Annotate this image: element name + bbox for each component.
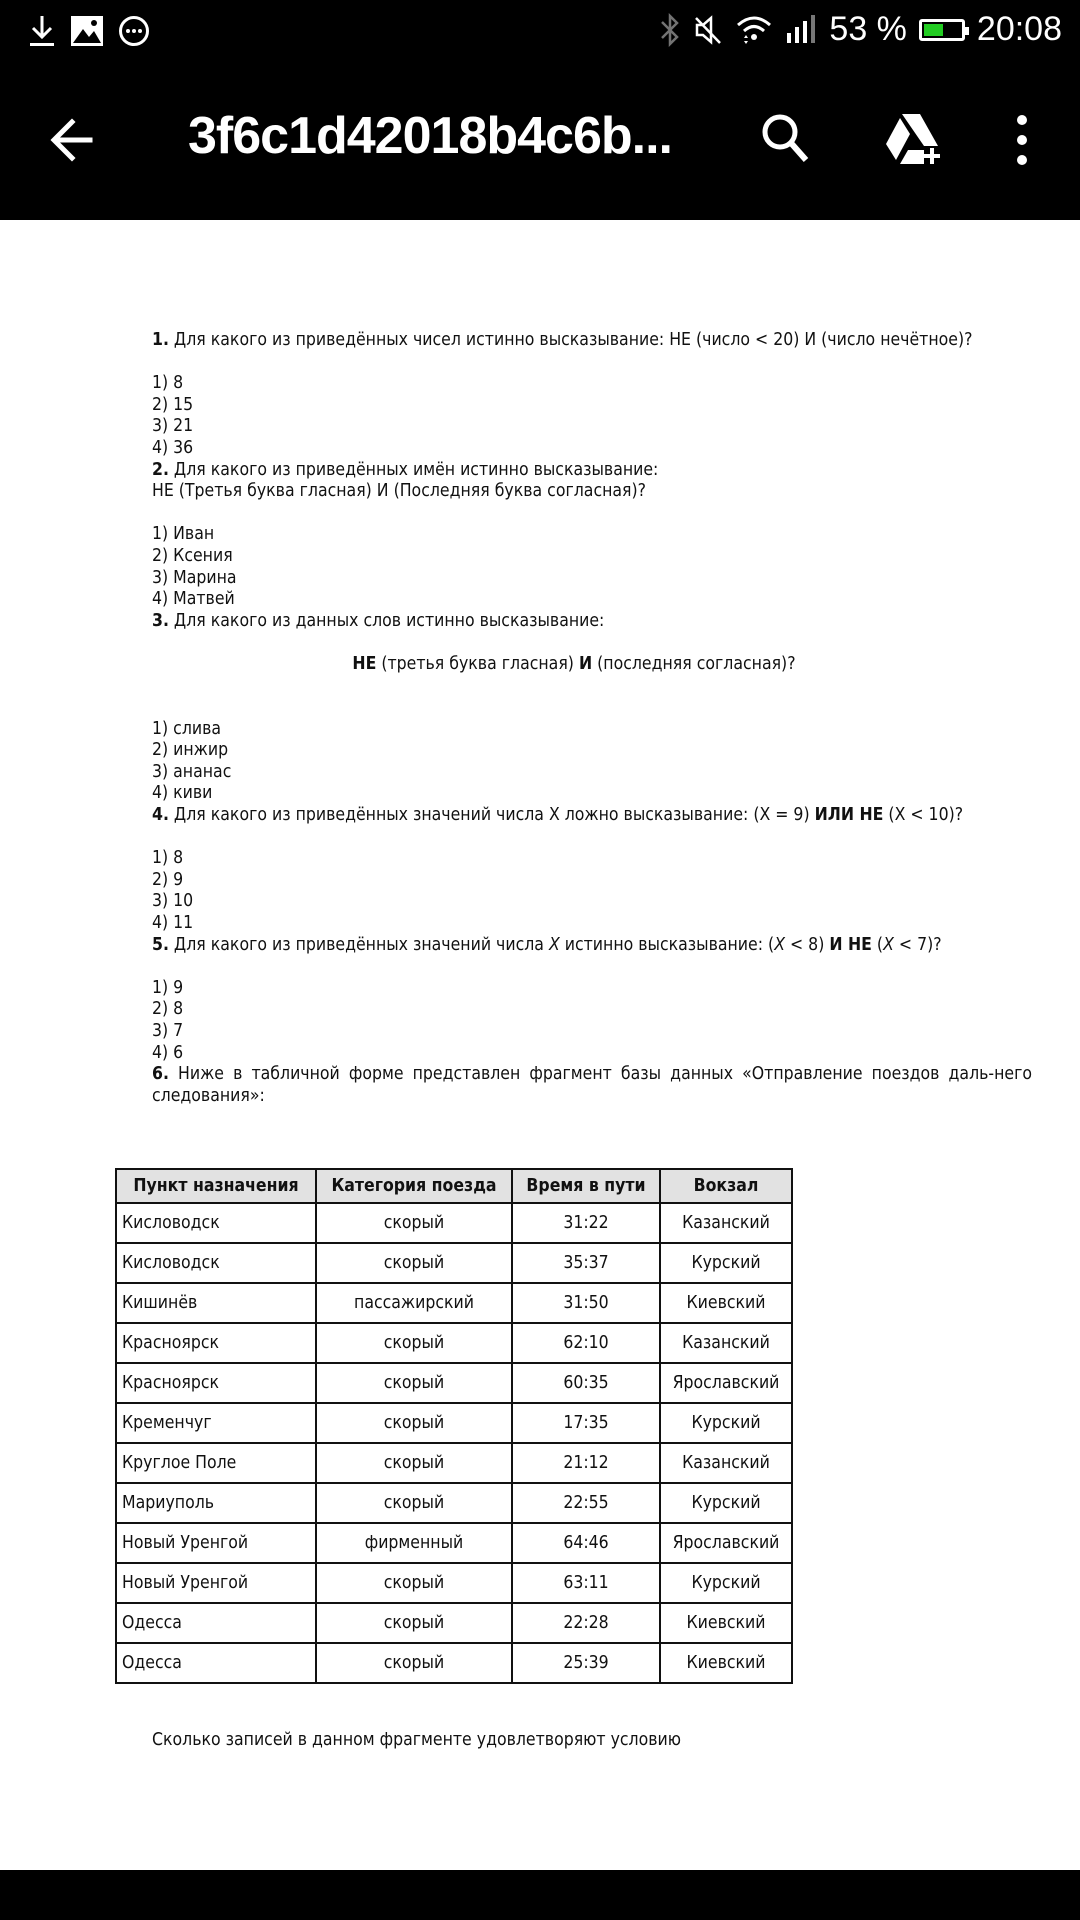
table-row <box>116 1283 792 1323</box>
question-1 <box>116 330 1032 352</box>
question-number: 5. <box>152 934 169 955</box>
battery-fill <box>924 24 943 36</box>
operator: И НЕ <box>829 934 872 955</box>
cell-destination: Одесса <box>116 1643 316 1683</box>
q5-text-a: Для какого из приведённых значений числа <box>168 934 549 955</box>
cell-station: Курский <box>660 1403 792 1443</box>
download-icon <box>28 14 56 48</box>
option: 2) инжир <box>152 740 229 761</box>
question-number: 1. <box>152 330 169 350</box>
table-row <box>116 1523 792 1563</box>
q5-text-b: истинно высказывание: ( <box>559 934 775 955</box>
cell-travel-time: 62:10 <box>512 1323 660 1363</box>
cell-travel-time: 60:35 <box>512 1363 660 1403</box>
question-text: Для какого из данных слов истинно высказывание: <box>168 610 605 631</box>
option: 2) 9 <box>152 869 184 890</box>
status-left-icons <box>28 14 150 48</box>
cell-category: скорый <box>316 1443 512 1483</box>
q5-text-e: < 7)? <box>893 934 942 955</box>
question-3-condition <box>116 654 1032 676</box>
more-vert-icon[interactable] <box>1000 108 1044 172</box>
table-row <box>116 1443 792 1483</box>
cell-category: пассажирский <box>316 1283 512 1323</box>
cell-travel-time: 63:11 <box>512 1563 660 1603</box>
option: 4) 36 <box>152 437 194 458</box>
cond-mid: (третья буква гласная) <box>376 653 579 674</box>
table-row <box>116 1643 792 1683</box>
cell-destination: Красноярск <box>116 1323 316 1363</box>
table-row <box>116 1483 792 1523</box>
cell-station: Казанский <box>660 1203 792 1243</box>
cell-station: Ярославский <box>660 1363 792 1403</box>
arrow-left-icon[interactable] <box>44 110 104 170</box>
question-3 <box>116 611 1032 633</box>
table-row <box>116 1323 792 1363</box>
cell-category: скорый <box>316 1403 512 1443</box>
option: 4) 11 <box>152 913 194 934</box>
cell-station: Киевский <box>660 1643 792 1683</box>
option: 1) 9 <box>152 977 184 998</box>
question-number: 4. <box>152 805 169 826</box>
option: 4) киви <box>152 783 213 804</box>
document-page <box>116 330 1032 1107</box>
cell-station: Курский <box>660 1483 792 1523</box>
cell-category: скорый <box>316 1243 512 1283</box>
question-2 <box>116 460 1032 482</box>
option: 3) 10 <box>152 891 194 912</box>
cell-destination: Одесса <box>116 1603 316 1643</box>
cell-category: скорый <box>316 1603 512 1643</box>
cell-destination: Круглое Поле <box>116 1443 316 1483</box>
cond-and: И <box>578 653 593 674</box>
q3-options <box>116 719 1032 805</box>
battery-icon <box>919 19 965 41</box>
q5-var: X <box>548 934 560 955</box>
option: 2) 8 <box>152 999 184 1020</box>
question-6 <box>116 1064 1032 1107</box>
option: 4) 6 <box>152 1042 184 1063</box>
option: 1) Иван <box>152 524 215 545</box>
table-row <box>116 1243 792 1283</box>
q4-options <box>116 848 1032 934</box>
battery-percent: 53 % <box>829 10 907 48</box>
train-departures-table <box>115 1168 793 1684</box>
option: 3) 7 <box>152 1021 184 1041</box>
table-row <box>116 1203 792 1243</box>
cell-category: скорый <box>316 1483 512 1523</box>
table-header-row <box>116 1169 792 1203</box>
option: 2) Ксения <box>152 545 233 566</box>
navigation-bar <box>0 1870 1080 1920</box>
cell-travel-time: 64:46 <box>512 1523 660 1563</box>
cell-destination: Новый Уренгой <box>116 1563 316 1603</box>
cell-travel-time: 31:50 <box>512 1283 660 1323</box>
q5-text-c: < 8) <box>784 934 830 955</box>
column-header: Вокзал <box>660 1169 792 1203</box>
option: 1) 8 <box>152 373 184 394</box>
table-row <box>116 1403 792 1443</box>
bluetooth-icon <box>659 13 681 47</box>
option: 3) Марина <box>152 567 237 588</box>
option: 4) Матвей <box>152 589 235 610</box>
search-icon[interactable] <box>754 108 818 172</box>
cell-destination: Красноярск <box>116 1363 316 1403</box>
mute-icon <box>693 13 723 47</box>
cell-destination: Новый Уренгой <box>116 1523 316 1563</box>
cell-station: Казанский <box>660 1323 792 1363</box>
cond-not: НЕ <box>352 653 377 674</box>
cell-station: Курский <box>660 1243 792 1283</box>
cell-travel-time: 22:28 <box>512 1603 660 1643</box>
question-4 <box>116 805 1032 827</box>
cond-end: (последняя согласная)? <box>592 653 796 674</box>
option: 1) слива <box>152 718 222 739</box>
cell-destination: Кисловодск <box>116 1243 316 1283</box>
status-right <box>659 10 1062 49</box>
more-circle-icon <box>118 15 150 47</box>
question-5 <box>116 935 1032 957</box>
status-bar <box>0 0 1080 62</box>
cell-travel-time: 25:39 <box>512 1643 660 1683</box>
table-row <box>116 1603 792 1643</box>
q5-options <box>116 978 1032 1064</box>
q5-text-d: ( <box>871 934 884 955</box>
question-text: Для какого из приведённых имён истинно высказывание: <box>168 459 659 480</box>
app-bar <box>0 62 1080 220</box>
drive-add-icon[interactable] <box>880 108 944 172</box>
cell-destination: Кишинёв <box>116 1283 316 1323</box>
question-text: Для какого из приведённых чисел истинно высказывание: НЕ (число < 20) И (число нечётное)? <box>168 330 973 350</box>
option: 3) ананас <box>152 761 232 782</box>
q5-var: X <box>883 934 894 955</box>
operator: ИЛИ НЕ <box>814 805 884 826</box>
cell-destination: Кисловодск <box>116 1203 316 1243</box>
cell-travel-time: 17:35 <box>512 1403 660 1443</box>
table-row <box>116 1563 792 1603</box>
q5-var: X <box>774 934 785 955</box>
cell-travel-time: 35:37 <box>512 1243 660 1283</box>
cell-station: Киевский <box>660 1603 792 1643</box>
cell-station: Ярославский <box>660 1523 792 1563</box>
cell-destination: Мариуполь <box>116 1483 316 1523</box>
cell-travel-time: 21:12 <box>512 1443 660 1483</box>
cell-station: Киевский <box>660 1283 792 1323</box>
cell-station: Казанский <box>660 1443 792 1483</box>
document-title: 3f6c1d42018b4c6b... <box>188 107 672 165</box>
cell-travel-time: 22:55 <box>512 1483 660 1523</box>
question-number: 6. <box>152 1064 169 1085</box>
cell-category: скорый <box>316 1323 512 1363</box>
question-number: 2. <box>152 459 169 480</box>
q1-options <box>116 373 1032 459</box>
cell-category: фирменный <box>316 1523 512 1563</box>
option: 3) 21 <box>152 416 194 437</box>
signal-icon <box>785 13 817 47</box>
cell-travel-time: 31:22 <box>512 1203 660 1243</box>
question-text-end: (X < 10)? <box>883 805 964 826</box>
question-text: Ниже в табличной форме представлен фрагмент базы данных «Отправление поездов даль-него следования»: <box>152 1064 1032 1106</box>
wifi-icon <box>735 13 773 47</box>
table-row <box>116 1363 792 1403</box>
option: 2) 15 <box>152 394 194 415</box>
cell-category: скорый <box>316 1203 512 1243</box>
question-2-condition: НЕ (Третья буква гласная) И (Последняя буква согласная)? <box>152 481 647 502</box>
question-number: 3. <box>152 610 169 631</box>
clock: 20:08 <box>976 10 1062 48</box>
image-icon <box>70 15 104 47</box>
column-header: Категория поезда <box>316 1169 512 1203</box>
question-text: Для какого из приведённых значений числа X ложно высказывание: (X = 9) <box>168 805 815 826</box>
cell-station: Курский <box>660 1563 792 1603</box>
cell-category: скорый <box>316 1643 512 1683</box>
q2-options <box>116 524 1032 610</box>
cell-destination: Кременчуг <box>116 1403 316 1443</box>
column-header: Пункт назначения <box>116 1169 316 1203</box>
option: 1) 8 <box>152 848 184 869</box>
question-6-footer: Сколько записей в данном фрагменте удовлетворяют условию <box>152 1730 682 1750</box>
cell-category: скорый <box>316 1363 512 1403</box>
column-header: Время в пути <box>512 1169 660 1203</box>
cell-category: скорый <box>316 1563 512 1603</box>
